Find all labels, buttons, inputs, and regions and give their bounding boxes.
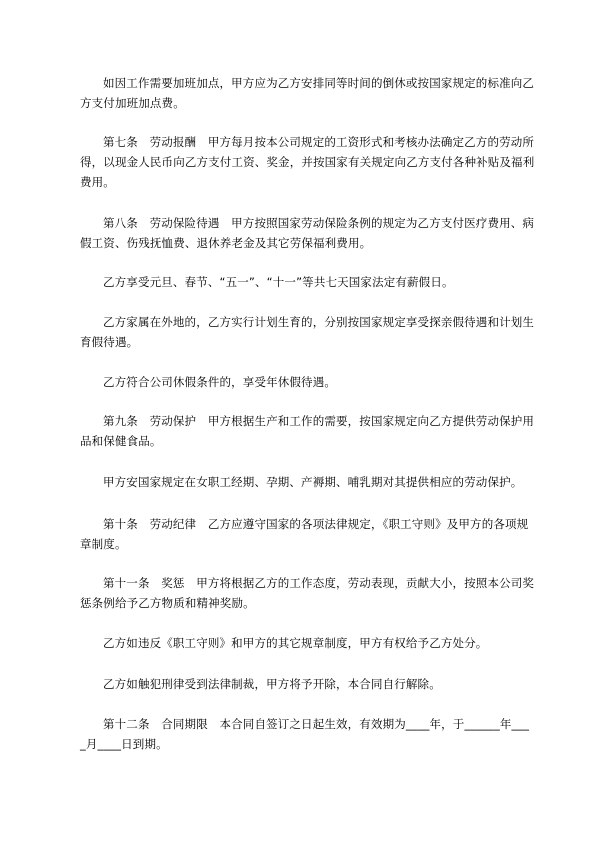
paragraph-article-7-remuneration: 第七条 劳动报酬 甲方每月按本公司规定的工资形式和考核办法确定乙方的劳动所得，以现金人民币向乙方支付工资、奖金，并按国家有关规定向乙方支付各种补贴及福利费用。 — [80, 135, 535, 189]
paragraph-article-12-term: 第十二条 合同期限 本合同自签订之日起生效，有效期为____年，于______年____月____日到期。 — [80, 717, 530, 751]
paragraph-overtime: 如因工作需要加班加点，甲方应为乙方安排同等时间的倒休或按国家规定的标准向乙方支付加班加点费。 — [80, 76, 535, 110]
paragraph-female-protection: 甲方安国家规定在女职工经期、孕期、产褥期、哺乳期对其提供相应的劳动保护。 — [103, 475, 523, 489]
paragraph-public-holidays: 乙方享受元旦、春节、“五一”、“十一”等共七天国家法定有薪假日。 — [103, 275, 454, 289]
paragraph-violation: 乙方如违反《职工守则》和甲方的其它规章制度，甲方有权给予乙方处分。 — [103, 636, 488, 650]
paragraph-annual-leave: 乙方符合公司休假条件的，享受年休假待遇。 — [103, 375, 336, 389]
paragraph-family-leave: 乙方家属在外地的，乙方实行计划生育的，分别按国家规定享受探亲假待遇和计划生育假待遇。 — [80, 315, 535, 349]
paragraph-article-10-discipline: 第十条 劳动纪律 乙方应遵守国家的各项法律规定，《职工守则》及甲方的各项规章制度。 — [80, 517, 529, 551]
paragraph-criminal: 乙方如触犯刑律受到法律制裁，甲方将予开除，本合同自行解除。 — [103, 677, 441, 691]
paragraph-article-9-protection: 第九条 劳动保护 甲方根据生产和工作的需要，按国家规定向乙方提供劳动保护用品和保健食品。 — [80, 414, 535, 448]
paragraph-article-8-insurance: 第八条 劳动保险待遇 甲方按照国家劳动保险条例的规定为乙方支付医疗费用、病假工资、伤残抚恤费、退休养老金及其它劳保福利费用。 — [80, 216, 535, 250]
paragraph-article-11-rewards: 第十一条 奖惩 甲方将根据乙方的工作态度，劳动表现，贡献大小，按照本公司奖惩条例给予乙方物质和精神奖励。 — [80, 576, 535, 610]
